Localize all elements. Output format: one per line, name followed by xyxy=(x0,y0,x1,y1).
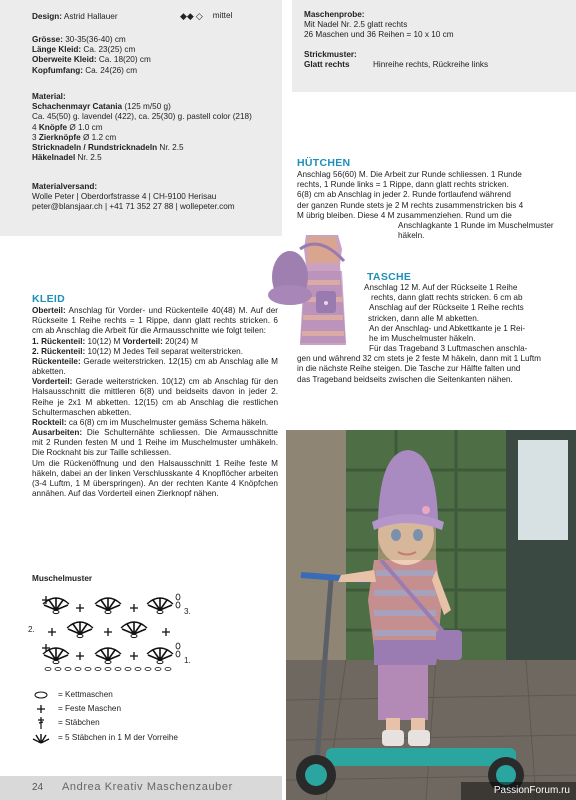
text-line: Für das Trageband 3 Luftmaschen anschla- xyxy=(369,344,528,354)
kleid-paragraph xyxy=(32,337,278,347)
size-value: Ca. 24(26) cm xyxy=(85,65,138,75)
para-label: Vorderteil: xyxy=(32,377,73,387)
design-value: Astrid Hallauer xyxy=(63,12,118,21)
kleid-paragraph xyxy=(32,418,278,428)
material-text: (125 m/50 g) xyxy=(122,102,171,112)
text-line: he im Muschelmuster häkeln. xyxy=(369,333,476,343)
page-footer xyxy=(0,776,576,800)
shell-icon xyxy=(30,732,52,744)
para-text: 20(24) M xyxy=(162,336,198,346)
schema-title: Muschelmuster xyxy=(32,574,93,583)
material-bold: Schachenmayr Catania xyxy=(32,102,123,112)
versand-line: peter@blansjaar.ch | +41 71 352 27 88 | wollepeter.com xyxy=(32,202,235,212)
tasche-title: TASCHE xyxy=(367,271,412,283)
shell-symbol xyxy=(95,598,121,614)
size-value: Ca. 23(25) cm xyxy=(83,45,136,55)
plus-icon xyxy=(30,704,52,714)
diamond-filled-icon: ◆◆ xyxy=(180,11,194,21)
material-bold: Stricknadeln / Rundstricknadeln xyxy=(32,142,158,152)
pattern-line xyxy=(304,60,569,70)
pattern-value: Hinreihe rechts, Rückreihe links xyxy=(373,59,489,69)
size-row xyxy=(32,45,272,55)
para-text: ca 6(8) cm im Muschelmuster gemäss Schema häkeln. xyxy=(66,417,269,427)
material-line xyxy=(32,102,277,112)
magazine-title: Andrea Kreativ Maschenzauber xyxy=(62,781,233,793)
size-label: Länge Kleid: xyxy=(32,45,82,55)
design-label: Design: xyxy=(32,12,63,21)
material-text: Ca. 45(50) g. lavendel (422), ca. 25(30) g. pastell color (218) xyxy=(32,112,252,122)
kleid-paragraph xyxy=(32,377,278,418)
tasche-text xyxy=(297,283,573,385)
para-label: Vorderteil: xyxy=(122,336,163,346)
legend-text: = Feste Maschen xyxy=(58,703,122,713)
material-text: 3 xyxy=(32,132,39,142)
info-box xyxy=(0,0,282,236)
doll-photo xyxy=(286,430,576,800)
material-line xyxy=(32,123,277,133)
difficulty-rating xyxy=(180,11,232,22)
huetchen-title: HÜTCHEN xyxy=(297,157,351,169)
para-label: 1. Rückenteil: xyxy=(32,336,86,346)
para-label: Ausarbeiten: xyxy=(32,428,83,438)
text-line: der ganzen Runde stets je 2 M rechts zusammenstricken bis 4 xyxy=(297,200,524,210)
text-line: rechts, dann glatt rechts stricken. 6 cm ab xyxy=(371,293,523,303)
pattern-label: Glatt rechts xyxy=(304,59,350,69)
material-bold: Häkelnadel xyxy=(32,153,76,163)
row-label: 3. xyxy=(184,607,191,616)
shell-symbol xyxy=(147,598,173,614)
shell-symbol xyxy=(147,648,173,664)
oval-icon xyxy=(30,691,52,699)
page-number: 24 xyxy=(32,782,44,793)
material-text: Ø 1.0 cm xyxy=(67,122,103,132)
material-bold: Zierknöpfe xyxy=(38,132,81,142)
material-line xyxy=(32,112,277,122)
row-label: 1. xyxy=(184,656,191,665)
text-line: gen und während 32 cm stets je 2 feste M häkeln, dann mit 1 Luftm xyxy=(297,354,541,364)
kleid-paragraph xyxy=(32,459,278,500)
legend-row xyxy=(30,731,178,745)
sizes-list xyxy=(32,35,272,76)
shell-symbol xyxy=(121,622,147,638)
size-value: Ca. 18(20) cm xyxy=(98,55,151,65)
kleid-paragraph xyxy=(32,428,278,459)
legend-row xyxy=(30,702,121,716)
material-text: Ø 1.2 cm xyxy=(80,132,117,142)
versand-line: Wolle Peter | Oberdorfstrasse 4 | CH-9100 Herisau xyxy=(32,192,217,202)
kleid-text xyxy=(32,306,278,499)
shell-symbol xyxy=(67,622,93,638)
para-label: Rückenteile: xyxy=(32,356,81,366)
text-line: das Trageband beidseits zwischen die Seitenkanten nähen. xyxy=(297,374,513,384)
size-row xyxy=(32,55,272,65)
difficulty-label: mittel xyxy=(212,11,233,21)
pattern-heading: Strickmuster: xyxy=(304,49,357,59)
para-text: 10(12) M Jedes Teil separat weiterstricken. xyxy=(85,346,244,356)
gauge-line: Mit Nadel Nr. 2.5 glatt rechts xyxy=(304,20,408,30)
text-line: stricken, dann alle M abketten. xyxy=(368,313,480,323)
size-label: Oberweite Kleid: xyxy=(32,55,97,65)
dagger-icon xyxy=(30,717,52,729)
legend-text: = Stäbchen xyxy=(58,717,100,727)
material-text: 4 xyxy=(32,122,39,132)
material-line xyxy=(32,133,277,143)
text-line: M übrig bleiben. Diese 4 M zusammenziehen. Rund um die xyxy=(297,210,512,220)
crochet-chart xyxy=(28,588,198,672)
size-label: Grösse: xyxy=(32,35,63,44)
para-text: Anschlag für Vorder- und Rückenteile 40(48) M. Auf der Rückseite 1 Reihe rechts = 1 Rippe, dann glatt rechts stricken. 6 cm ab Anschlag die Arbeit für die Armausschnitte wie folgt teilen: xyxy=(32,306,278,336)
material-list xyxy=(32,92,277,163)
text-line: in die nächste Reihe steigen. Die Tasche zur Hälfte falten und xyxy=(297,364,521,374)
text-line: 6(8) cm ab Anschlag in jeder 2. Runde fortlaufend während xyxy=(297,190,511,200)
legend-text: = Kettmaschen xyxy=(58,689,113,699)
kleid-title: KLEID xyxy=(32,293,65,305)
watermark: PassionForum.ru xyxy=(493,784,570,796)
legend-row xyxy=(30,688,113,702)
material-bold: Knöpfe xyxy=(38,122,68,132)
material-line xyxy=(32,153,277,163)
para-text: Gerade weiterstricken. 12(15) cm ab Anschlag alle M abketten. xyxy=(32,356,278,377)
kleid-paragraph xyxy=(32,347,278,357)
gauge-heading: Maschenprobe: xyxy=(304,10,365,19)
material-text: Nr. 2.5 xyxy=(75,153,102,163)
para-text: 10(12) M xyxy=(85,336,123,346)
design-line xyxy=(32,12,272,22)
versand-heading: Materialversand: xyxy=(32,182,98,191)
para-label: Rockteil: xyxy=(32,417,67,427)
size-row xyxy=(32,35,272,45)
text-line: An der Anschlag- und Abkettkante je 1 Rei- xyxy=(369,323,526,333)
row-label: 2. xyxy=(28,625,35,634)
para-label: 2. Rückenteil: xyxy=(32,346,86,356)
text-line: Anschlagkante 1 Runde im Muschelmuster xyxy=(398,220,554,230)
para-text: Die Schulternähte schliessen. Die Armausschnitte mit 2 Runden festen M und 1 Reihe im Muschelmuster umhäkeln. Die Rocknaht bis zur Taille schliessen. xyxy=(32,428,278,458)
shell-symbol xyxy=(95,648,121,664)
text-line: Anschlag 12 M. Auf der Rückseite 1 Reihe xyxy=(364,283,518,292)
legend-text: = 5 Stäbchen in 1 M der Vorreihe xyxy=(58,732,178,742)
shell-symbol xyxy=(43,648,69,664)
gauge-box xyxy=(292,0,576,92)
size-row xyxy=(32,66,272,76)
kleid-paragraph xyxy=(32,357,278,377)
versand-block xyxy=(32,182,280,213)
gauge-line: 26 Maschen und 36 Reihen = 10 x 10 cm xyxy=(304,30,454,40)
para-label: Oberteil: xyxy=(32,306,66,315)
material-line xyxy=(32,143,277,153)
text-line: häkeln. xyxy=(398,231,425,241)
text-line: Anschlag auf der Rückseite 1 Reihe rechts xyxy=(369,303,524,313)
para-text: Gerade weiterstricken. 10(12) cm ab Anschlag für den Halsausschnitt die mittleren 6(8) und beidseits davon in jeder 2. Reihe je 2x1 M abketten. 12(15) cm ab Anschlag die restlichen Schultermaschen abketten. xyxy=(32,377,278,417)
material-heading: Material: xyxy=(32,92,66,101)
legend-row xyxy=(30,716,100,730)
size-label: Kopfumfang: xyxy=(32,65,83,75)
text-line: rechts, 1 Runde links = 1 Rippe, dann glatt rechts stricken. xyxy=(297,180,509,190)
kleid-paragraph xyxy=(32,306,278,337)
material-text: Nr. 2.5 xyxy=(157,142,184,152)
text-line: Anschlag 56(60) M. Die Arbeit zur Runde schliessen. 1 Runde xyxy=(297,170,522,179)
diamond-empty-icon: ◇ xyxy=(195,11,203,21)
para-text: Um die Rückenöffnung und den Halsausschnitt 1 Reihe feste M häkeln, dabei an der linken Verschlusskante 4 Knopflöcher arbeiten (3-4 Luftm, 1 M überspringen). An der rechten Kante 4 Knöpfchen annähen. Auf das Vorderteil einen Zierknopf nähen. xyxy=(32,458,278,499)
size-value: 30-35(36-40) cm xyxy=(65,35,126,44)
